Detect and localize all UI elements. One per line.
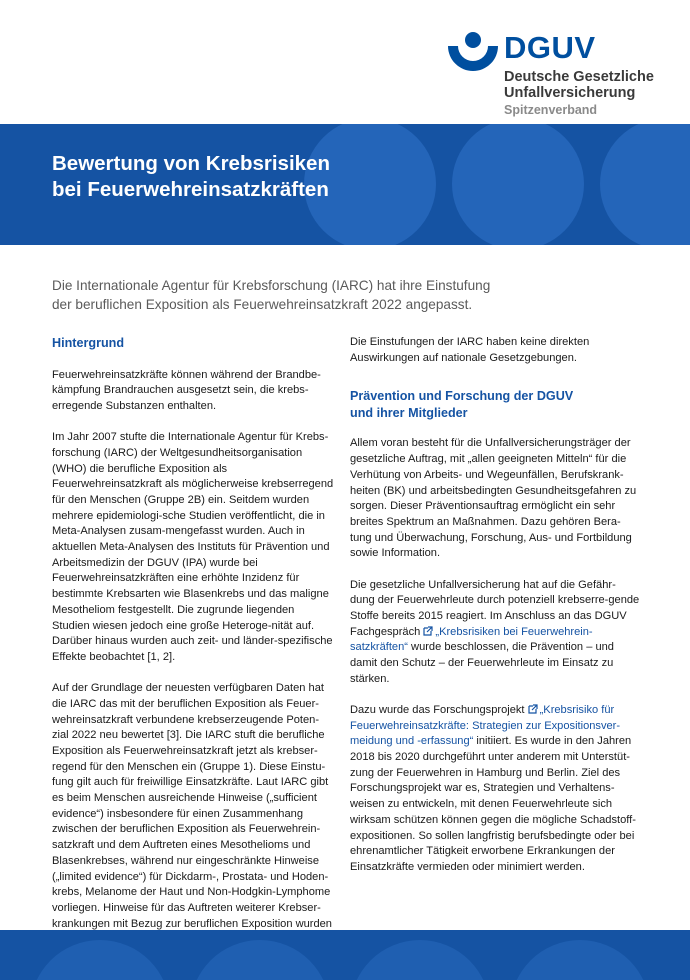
external-link-icon xyxy=(528,704,538,714)
title-line-2: bei Feuerwehreinsatzkräften xyxy=(52,178,329,201)
paragraph: Auf der Grundlage der neuesten verfügbaren Daten hat die IARC das mit der beruflichen Exposition als Feuer-wehreinsatzkraft verbundene krebserzeugende Poten-zial 2022 neu bewertet [3]. Die IARC stuft die berufliche Exposition als Feuerwehreinsatzkraft jetzt als krebser-regend für den Menschen ein (Gruppe 1). Diese Einstu-fung gilt auch für freiwillige Einsatzkräfte. Laut IARC gibt es beim Menschen ausreichende Hinweise („sufficient evidence“) insbesondere für einen Zusammenhang zwischen der beruflichen Exposition als Feuerwehrein-satzkraft und dem Auftreten eines Mesothelioms und Blasenkrebses, während nur eingeschränkte Hinweise („limited evidence“) für Dickdarm-, Prostata- und Hoden-krebs, Melanome der Haut und Non-Hodgkin-Lymphome vorliegen. Hinweise für das Auftreten weiterer Krebser-krankungen mit Bezug zur beruflichen Exposition wurden xyxy=(52,682,332,930)
section-heading-hintergrund: Hintergrund xyxy=(52,336,125,350)
heading-line-1: Prävention und Forschung der DGUV xyxy=(350,389,574,404)
external-link-icon xyxy=(423,626,433,636)
intro-text xyxy=(52,276,522,314)
footer-band xyxy=(0,930,690,980)
title-banner xyxy=(0,124,690,245)
paragraph-text: Dazu wurde das Forschungsprojekt xyxy=(350,703,528,716)
heading-line-2: und ihrer Mitglieder xyxy=(350,405,468,420)
page-title xyxy=(52,151,330,203)
paragraph: Feuerwehreinsatzkräfte können während der Brandbe-kämpfung Brandrauchen ausgesetzt sein, die krebs-erregende Substanzen enthalten. xyxy=(52,368,321,412)
dguv-logo xyxy=(448,30,668,115)
left-column xyxy=(52,335,335,964)
paragraph-text: initiiert. Es wurde in den Jahren 2018 bis 2020 durchgeführt unter anderem mit Unterstüt-zung der Feuerwehren in Hamburg und Berlin. Ziel des Forschungsprojekt war es, Strategien und Verhaltens-weisen zu entwickeln, mit denen Feuerwehrleute sich wirksam schützen können gegen die mögliche Schadstoff-expositionen. So sollen langfristig berufsbedingte oder bei ehrenamtlicher Tätigkeit erworbene Erkrankungen der Einsatzkräfte vermieden oder minimiert werden. xyxy=(350,735,636,873)
logo-line-3: Spitzenverband xyxy=(504,103,598,117)
intro-line-1: Die Internationale Agentur für Krebsforschung (IARC) hat ihre Einstufung xyxy=(52,278,491,293)
paragraph-text: wurde beschlossen, die Prävention – und damit den Schutz – der Feuerwehrleute im Einsatz zu stärken. xyxy=(350,641,614,685)
section-heading-praevention xyxy=(350,388,640,421)
paragraph: Allem voran besteht für die Unfallversicherungsträger der gesetzliche Auftrag, mit „allen geeigneten Mitteln“ für die Verhütung von Arbeits- und Wegeunfällen, Berufskrank-heiten (BK) und arbeitsbedingten Gesundheitsgefahren zu sorgen. Dieser Präventionsauftrag ermöglicht ein sehr breites Spektrum an Maßnahmen. Dazu gehören Bera-tung und Überwachung, Forschung, Aus- und Fortbildung sowie Information. xyxy=(350,437,637,560)
logo-line-1: Deutsche Gesetzliche xyxy=(504,69,654,85)
link-text: „Krebsrisiken bei Feuerwehrein-satzkräften“ xyxy=(350,625,593,654)
right-column xyxy=(350,335,640,891)
dguv-logo-icon xyxy=(448,30,498,80)
paragraph-text: Die gesetzliche Unfallversicherung hat auf die Gefähr-dung der Feuerwehrleute durch potenziell krebserre-gende Stoffe bereits 2015 reagiert. Im Anschluss an das DGUV Fachgespräch xyxy=(350,578,640,638)
paragraph: Im Jahr 2007 stufte die Internationale Agentur für Krebs-forschung (IARC) der Weltgesundheitsorganisation (WHO) die berufliche Exposition als Feuerwehreinsatzkraft als möglicherweise krebserregend für den Menschen (Gruppe 2B) ein. Seitdem wurden mehrere epidemiologi-sche Studien veröffentlicht, die in Meta-Analysen zusam-mengefasst wurden. Auch in aktuellen Meta-Analysen des Instituts für Prävention und Arbeitsmedizin der DGUV (IPA) wurde bei Feuerwehreinsatzkräften eine erhöhte Inzidenz für bestimmte Krebsarten wie Blasenkrebs und das maligne Mesotheliom festgestellt. Die zugrunde liegenden Studien wiesen jedoch eine große Heteroge-nität auf. Darüber hinaus wurden auch zeit- und länder-spezifische Effekte beobachtet [1, 2]. xyxy=(52,431,334,663)
paragraph xyxy=(350,578,640,688)
footer-circles-decoration xyxy=(0,930,690,980)
logo-line-2: Unfallversicherung xyxy=(504,85,636,101)
intro-line-2: der beruflichen Exposition als Feuerwehreinsatzkraft 2022 angepasst. xyxy=(52,297,473,312)
logo-abbreviation: DGUV xyxy=(504,30,596,65)
paragraph xyxy=(350,703,640,876)
title-line-1: Bewertung von Krebsrisiken xyxy=(52,152,330,175)
paragraph: Die Einstufungen der IARC haben keine direkten Auswirkungen auf nationale Gesetzgebungen. xyxy=(350,336,590,364)
link-text: „Krebsrisiko für Feuerwehreinsatzkräfte: Strategien zur Expositionsver-meidung und -erfassung“ xyxy=(350,703,621,748)
